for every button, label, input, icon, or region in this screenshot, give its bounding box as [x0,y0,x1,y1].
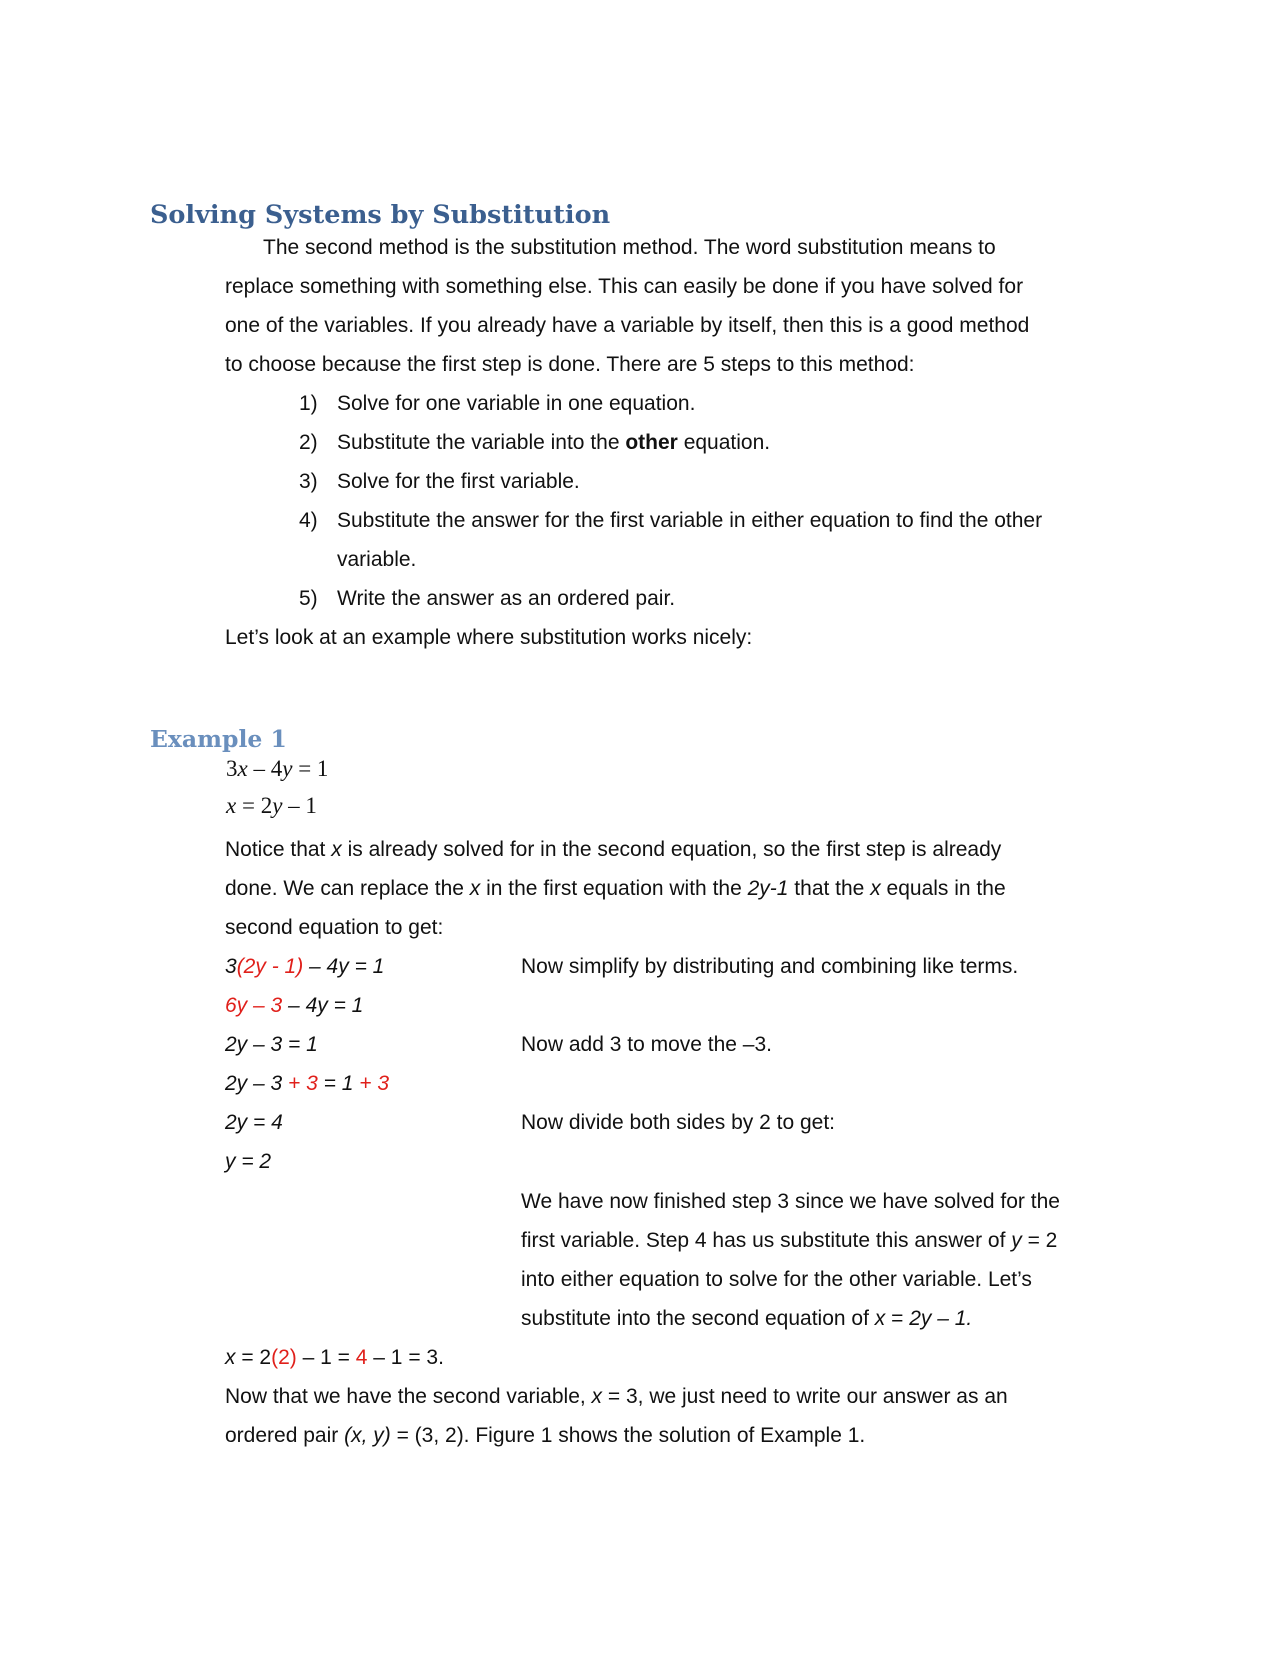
step-3 [299,470,580,494]
conclusion-line-1 [225,1385,1008,1409]
conclusion-line-2 [225,1424,865,1448]
notice-line-2 [225,877,1006,901]
step-number: 4) [299,509,318,532]
step-4-continued: variable. [337,548,417,571]
note-divide: Now divide both sides by 2 to get: [521,1111,836,1134]
math-run-highlight: (2y - 1) [236,955,304,978]
math-run-highlight: (2) [271,1346,297,1369]
text-run: ordered pair [225,1424,345,1447]
math-var: y [1011,1229,1022,1252]
eq-term: = 2 [236,793,273,818]
math-run: – 1 = 3. [367,1346,444,1369]
math-var: x [874,1307,886,1330]
step-number: 2) [299,431,318,454]
text-run: substitute into the second equation of [521,1307,875,1330]
step-2 [299,431,770,455]
eq-variable: x [226,793,237,818]
eq-coefficient: 3 [226,756,238,781]
lead-in-text: Let’s look at an example where substitution works nicely: [225,626,753,649]
text-run: Now that we have the second variable, [225,1385,592,1408]
work-line-2 [225,994,363,1018]
equation-1 [226,756,328,782]
step-text-bold: other [625,431,678,454]
math-expr: (x, y) [344,1424,391,1447]
step-1 [299,392,695,416]
step-text: Substitute the variable into the [337,431,626,454]
math-var: x [331,838,342,861]
eq-variable: y [272,793,283,818]
work-line-1 [225,955,384,979]
eq-variable: y [282,756,293,781]
intro-line-1: The second method is the substitution method. The word substitution means to [263,236,996,259]
math-run: = 2 [235,1346,272,1369]
work-line-3: 2y – 3 = 1 [225,1033,318,1056]
text-run: done. We can replace the [225,877,470,900]
step-number: 3) [299,470,318,493]
math-var: x [469,877,481,900]
text-run: = 3, we just need to write our answer as an [602,1385,1008,1408]
note-paragraph-line-3: into either equation to solve for the other variable. Let’s [521,1268,1032,1291]
math-run: = 1 [317,1072,360,1095]
step-text: Substitute the answer for the first variable in either equation to find the other [337,509,1043,532]
intro-line-4: to choose because the first step is done. There are 5 steps to this method: [225,353,915,376]
math-var: x [591,1385,603,1408]
step-number: 5) [299,587,318,610]
step-text: Solve for one variable in one equation. [337,392,696,415]
math-run: – 4y = 1 [282,994,364,1017]
eq-variable: x [237,756,248,781]
step-5 [299,587,675,611]
step-text: Solve for the first variable. [337,470,580,493]
eq-term: – 1 [282,793,317,818]
text-run: equals in the [880,877,1006,900]
math-run-highlight: 4 [355,1346,368,1369]
math-run-highlight: 6y – 3 [225,994,283,1017]
math-run-highlight: + 3 [359,1072,390,1095]
math-run: 2y – 3 [225,1072,289,1095]
notice-line-3: second equation to get: [225,916,444,939]
text-run: Notice that [225,838,332,861]
note-add: Now add 3 to move the –3. [521,1033,772,1056]
eq-term: – 4 [247,756,283,781]
math-run: – 1 = [296,1346,356,1369]
math-run-highlight: + 3 [288,1072,318,1095]
math-run: 3 [225,955,237,978]
intro-line-2: replace something with something else. This can easily be done if you have solved for [225,275,1024,298]
work-line-5: 2y = 4 [225,1111,283,1134]
text-run: first variable. Step 4 has us substitute this answer of [521,1229,1012,1252]
eq-term: = 1 [292,756,329,781]
math-expr: 2y – 1. [909,1307,973,1330]
text-run: = (3, 2). Figure 1 shows the solution of Example 1. [390,1424,866,1447]
math-run: – 4y = 1 [303,955,385,978]
work-line-6: y = 2 [225,1150,272,1173]
note-paragraph-line-1: We have now finished step 3 since we have solved for the [521,1190,1060,1213]
note-simplify: Now simplify by distributing and combining like terms. [521,955,1019,978]
notice-line-1 [225,838,1001,862]
step-4 [299,509,1042,533]
note-paragraph-line-4 [521,1307,972,1331]
text-run: that the [788,877,871,900]
math-var: x [870,877,881,900]
step-number: 1) [299,392,318,415]
text-run: in the first equation with the [480,877,748,900]
step-text: Write the answer as an ordered pair. [337,587,676,610]
intro-line-3: one of the variables. If you already have a variable by itself, then this is a good method [225,314,1030,337]
equation-2 [226,793,317,819]
math-var: x [225,1346,236,1369]
example-heading: Example 1 [150,725,287,753]
page-title: Solving Systems by Substitution [150,200,611,230]
math-expr: 2y-1 [747,877,789,900]
note-paragraph-line-2 [521,1229,1057,1253]
step-text: equation. [677,431,771,454]
text-run: = 2 [1021,1229,1058,1252]
final-computation [225,1346,444,1370]
text-run: is already solved for in the second equation, so the first step is already [341,838,1002,861]
work-line-4 [225,1072,389,1096]
text-run: = [885,1307,910,1330]
